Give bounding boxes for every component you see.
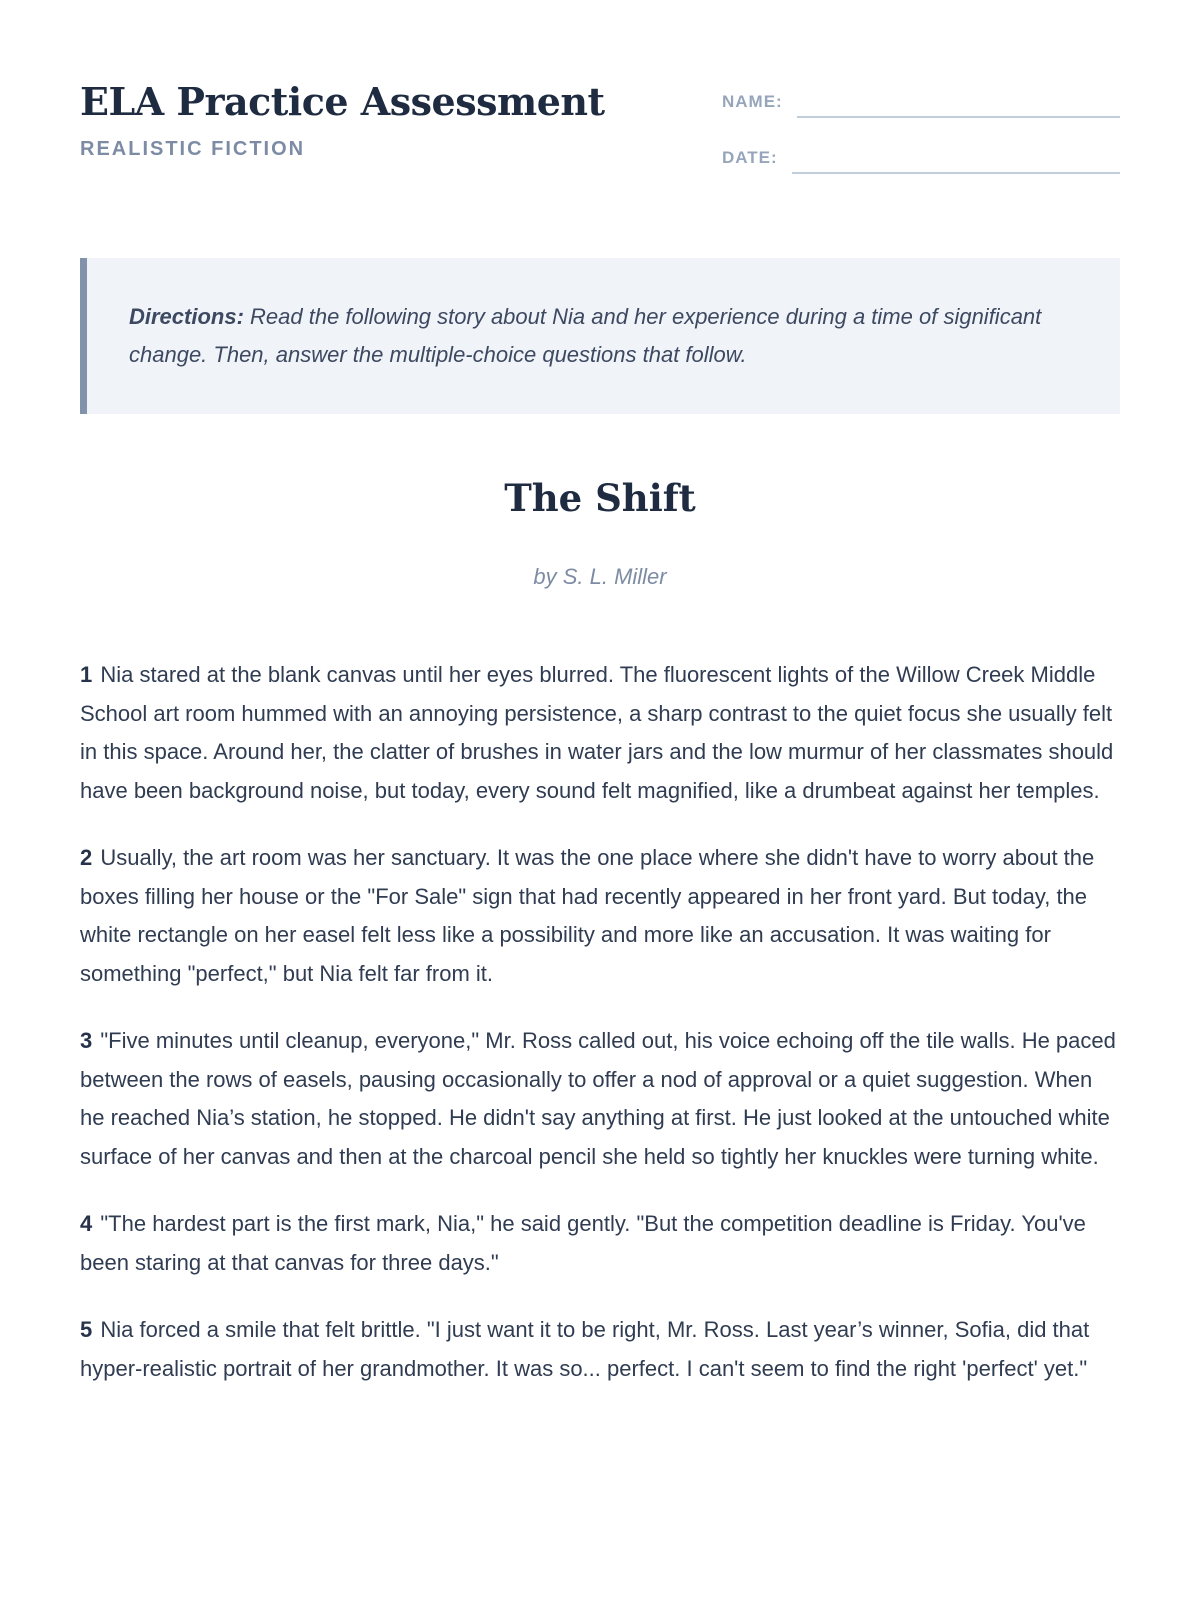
story-paragraph: 4 "The hardest part is the first mark, Nia," he said gently. "But the competition deadline is Friday. You've been staring at that canvas for three days." (80, 1211, 1086, 1275)
story-paragraph: 5 Nia forced a smile that felt brittle. "I just want it to be right, Mr. Ross. Last year’s winner, Sofia, did that hyper-realistic portrait of her grandmother. It was so... perfect. I can't seem to find the right 'perfect' yet." (80, 1317, 1090, 1381)
paragraph-number: 2 (80, 845, 93, 870)
name-field-row (722, 88, 1120, 118)
header-titles (80, 80, 605, 161)
name-label: NAME: (722, 92, 783, 111)
paragraph-number: 5 (80, 1317, 93, 1342)
story-paragraph: 1 Nia stared at the blank canvas until her eyes blurred. The fluorescent lights of the Willow Creek Middle School art room hummed with an annoying persistence, a sharp contrast to the quiet focus she usually felt in this space. Around her, the clatter of brushes in water jars and the low murmur of her classmates should have been background noise, but today, every sound felt magnified, like a drumbeat against her temples. (80, 662, 1114, 803)
paragraph-number: 3 (80, 1028, 93, 1053)
page-title: ELA Practice Assessment (80, 79, 605, 124)
story-paragraph: 2 Usually, the art room was her sanctuary. It was the one place where she didn't have to worry about the boxes filling her house or the "For Sale" sign that had recently appeared in her front yard. But today, the white rectangle on her easel felt less like a possibility and more like an accusation. It was waiting for something "perfect," but Nia felt far from it. (80, 845, 1095, 986)
date-label: DATE: (722, 148, 778, 167)
date-field-row (722, 144, 1120, 174)
story-title: The Shift (504, 476, 696, 520)
paragraph-number: 1 (80, 662, 93, 687)
story-paragraph: 3 "Five minutes until cleanup, everyone," Mr. Ross called out, his voice echoing off the tile walls. He paced between the rows of easels, pausing occasionally to offer a nod of approval or a quiet suggestion. When he reached Nia’s station, he stopped. He didn't say anything at first. He just looked at the untouched white surface of her canvas and then at the charcoal pencil she held so tightly her knuckles were turning white. (80, 1028, 1116, 1169)
story-byline: by S. L. Miller (533, 564, 667, 589)
story-paragraphs (80, 656, 1120, 1388)
date-input-line[interactable] (792, 144, 1120, 174)
directions-text: Read the following story about Nia and her experience during a time of significant change. Then, answer the multiple-choice questions that follow. (129, 304, 1042, 367)
header (80, 80, 1120, 200)
paragraph-number: 4 (80, 1211, 93, 1236)
page-subtitle: REALISTIC FICTION (80, 137, 306, 160)
student-fields (722, 80, 1120, 200)
directions-box (80, 258, 1120, 414)
directions-label: Directions: (129, 304, 244, 329)
name-input-line[interactable] (797, 88, 1120, 118)
